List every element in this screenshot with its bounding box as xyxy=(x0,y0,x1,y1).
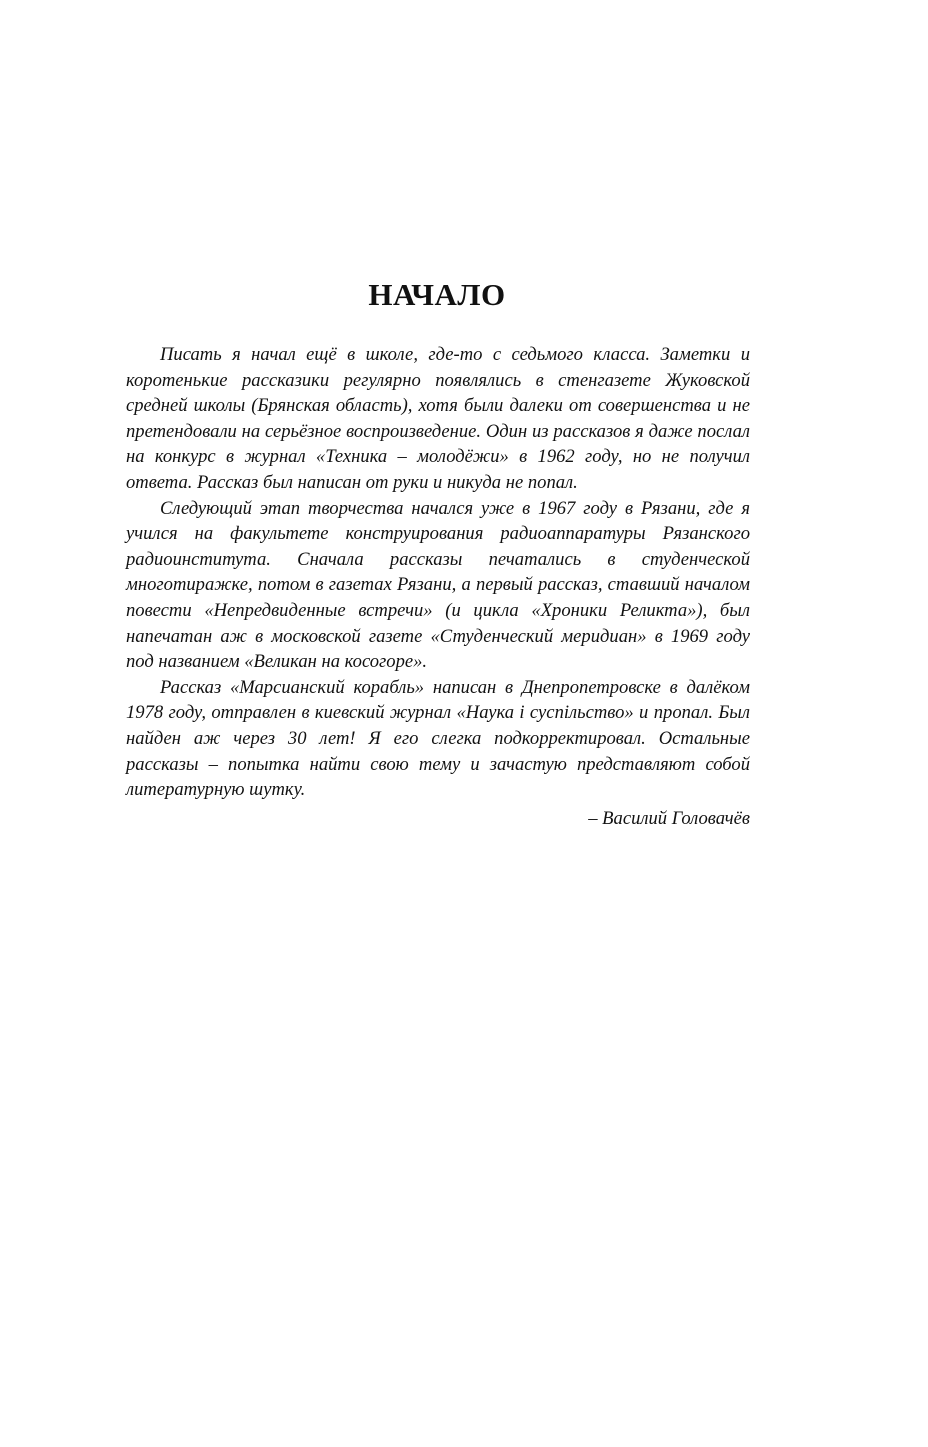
paragraph-ryazan: Следующий этап творчества начался уже в 1967 году в Рязани, где я учился на факультете конструирования радиоаппаратуры Рязанского радиоинститута. Сначала рассказы печатались в студенческой многотиражке, потом в газетах Рязани, а первый рассказ, ставший началом повести «Непредвиденные встречи» (и цикла «Хроники Реликта»), был напечатан аж в московской газете «Студенческий меридиан» в 1969 году под названием «Великан на косогоре». xyxy=(126,497,750,673)
paragraph-school: Писать я начал ещё в школе, где-то с седьмого класса. Заметки и коротенькие рассказики регулярно появлялись в стенгазете Жуковской средней школы (Брянская область), хотя были далеки от совершенства и не претендовали на серьёзное воспроизведение. Один из рассказов я даже послал на конкурс в журнал «Техника – молодёжи» в 1962 году, но не получил ответа. Рассказ был написан от руки и никуда не попал. xyxy=(126,344,750,493)
author-signature: – Василий Головачёв xyxy=(588,807,750,829)
preface-text xyxy=(126,342,750,831)
chapter-title: НАЧАЛО xyxy=(368,277,506,312)
paragraph-martian-ship: Рассказ «Марсианский корабль» написан в Днепропетровске в далёком 1978 году, отправлен в киевский журнал «Наука і суспільство» и пропал. Был найден аж через 30 лет! Я его слегка подкорректировал. Остальные рассказы – попытка найти свою тему и зачастую представляют собой литературную шутку. xyxy=(126,676,750,801)
